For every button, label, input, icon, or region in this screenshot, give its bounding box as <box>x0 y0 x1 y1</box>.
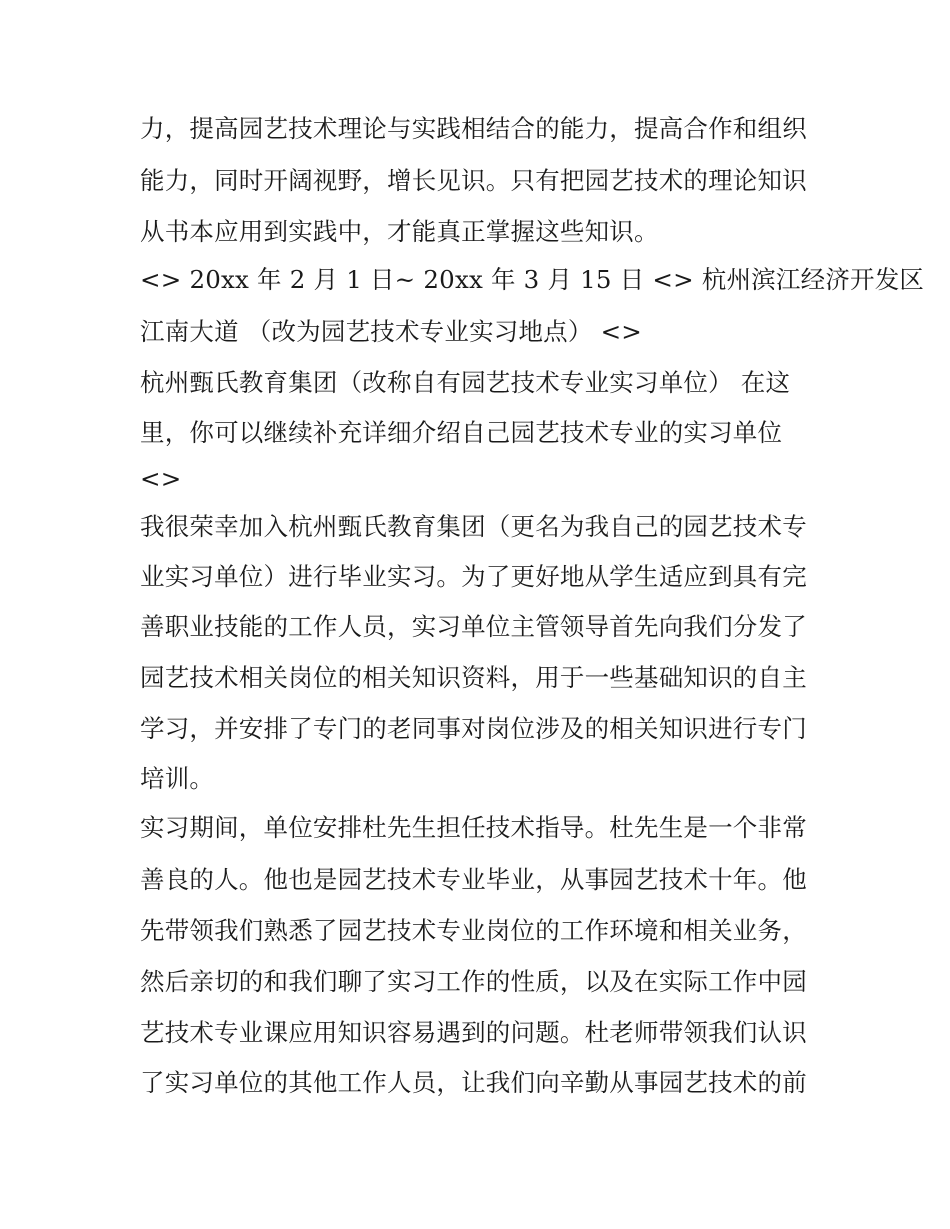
text-line: 了实习单位的其他工作人员，让我们向辛勤从事园艺技术的前 <box>140 1068 807 1097</box>
text-line: 善良的人。他也是园艺技术专业毕业，从事园艺技术十年。他 <box>140 865 807 894</box>
text-line: 我很荣幸加入杭州甄氏教育集团（更名为我自己的园艺技术专 <box>140 512 807 541</box>
text-line: 能力，同时开阔视野，增长见识。只有把园艺技术的理论知识 <box>140 166 807 195</box>
text-line: <> <box>140 464 182 493</box>
text-line: 先带领我们熟悉了园艺技术专业岗位的工作环境和相关业务， <box>140 916 807 945</box>
text-line: 江南大道 （改为园艺技术专业实习地点） <> <box>140 317 643 346</box>
text-line: 然后亲切的和我们聊了实习工作的性质，以及在实际工作中园 <box>140 967 807 996</box>
text-line: 业实习单位）进行毕业实习。为了更好地从学生适应到具有完 <box>140 562 807 591</box>
text-line: 从书本应用到实践中，才能真正掌握这些知识。 <box>140 217 659 246</box>
text-line: 学习，并安排了专门的老同事对岗位涉及的相关知识进行专门 <box>140 714 807 743</box>
text-line: 艺技术专业课应用知识容易遇到的问题。杜老师带领我们认识 <box>140 1018 807 1047</box>
text-line: <> 20xx 年 2 月 1 日~ 20xx 年 3 月 15 日 <> 杭州滨江经济开发区 <box>140 265 925 294</box>
text-line: 杭州甄氏教育集团（改称自有园艺技术专业实习单位） 在这 <box>140 368 791 397</box>
text-line: 实习期间，单位安排杜先生担任技术指导。杜先生是一个非常 <box>140 813 807 842</box>
text-line: 园艺技术相关岗位的相关知识资料，用于一些基础知识的自主 <box>140 663 807 692</box>
text-line: 里，你可以继续补充详细介绍自己园艺技术专业的实习单位 <box>140 418 783 447</box>
text-line: 力，提高园艺技术理论与实践相结合的能力，提高合作和组织 <box>140 114 807 143</box>
text-line: 善职业技能的工作人员，实习单位主管领导首先向我们分发了 <box>140 612 807 641</box>
text-line: 培训。 <box>140 764 215 793</box>
